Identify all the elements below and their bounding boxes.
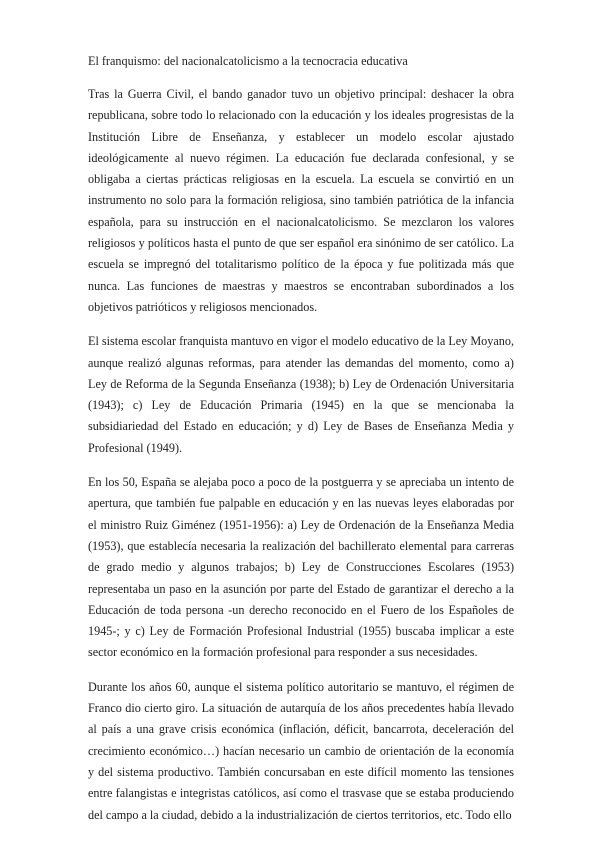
paragraph-anos-50: En los 50, España se alejaba poco a poco de la postguerra y se apreciaba un intento de apertura, que también fue palpable en educación y en las nuevas leyes elaboradas por el ministro Ruiz Giménez (1951-1956): a) Ley de Ordenación de la Enseñanza Media (1953), que establecía necesaria la realización del bachillerato elemental para carreras de grado medio y algunos trabajos; b) Ley de Construcciones Escolares (1953) representaba un paso en la asunción por parte del Estado de garantizar el derecho a la Educación de toda persona -un derecho reconocido en el Fuero de los Españoles de 1945-; y c) Ley de Formación Profesional Industrial (1955) buscaba implicar a este sector económico en la formación profesional para responder a sus necesidades. — [88, 475, 514, 660]
paragraph-posguerra: Tras la Guerra Civil, el bando ganador tuvo un objetivo principal: deshacer la obra republicana, sobre todo lo relacionado con la educación y los ideales progresistas de la Institución Libre de Enseñanza, y establecer un modelo escolar ajustado ideológicamente al nuevo régimen. La educación fue declarada confesional, y se obligaba a ciertas prácticas religiosas en la escuela. La escuela se convirtió en un instrumento no solo para la formación religiosa, sino también patriótica de la infancia española, para su instrucción en el nacionalcatolicismo. Se mezclaron los valores religiosos y políticos hasta el punto de que ser español era sinónimo de ser católico. La escuela se impregnó del totalitarismo político de la época y fue politizada más que nunca. Las funciones de maestras y maestros se encontraban subordinados a los objetivos patrióticos y religiosos mencionados. — [88, 87, 514, 314]
paragraph-anos-60: Durante los años 60, aunque el sistema político autoritario se mantuvo, el régimen de Franco dio cierto giro. La situación de autarquía de los años precedentes había llevado al país a una grave crisis económica (inflación, déficit, bancarrota, deceleración del crecimiento económico…) hacían necesario un cambio de orientación de la economía y del sistema productivo. También concursaban en este difícil momento las tensiones entre falangistas e integristas católicos, así como el trasvase que se estaba produciendo del campo a la ciudad, debido a la industrialización de ciertos territorios, etc. Todo ello — [88, 679, 514, 822]
document-title: El franquismo: del nacionalcatolicismo a la tecnocracia educativa — [88, 54, 408, 68]
paragraph-sistema-escolar: El sistema escolar franquista mantuvo en vigor el modelo educativo de la Ley Moyano, aunque realizó algunas reformas, para atender las demandas del momento, como a) Ley de Reforma de la Segunda Enseñanza (1938); b) Ley de Ordenación Universitaria (1943); c) Ley de Educación Primaria (1945) en la que se mencionaba la subsidiariedad del Estado en educación; y d) Ley de Bases de Enseñanza Media y Profesional (1949). — [88, 334, 514, 455]
